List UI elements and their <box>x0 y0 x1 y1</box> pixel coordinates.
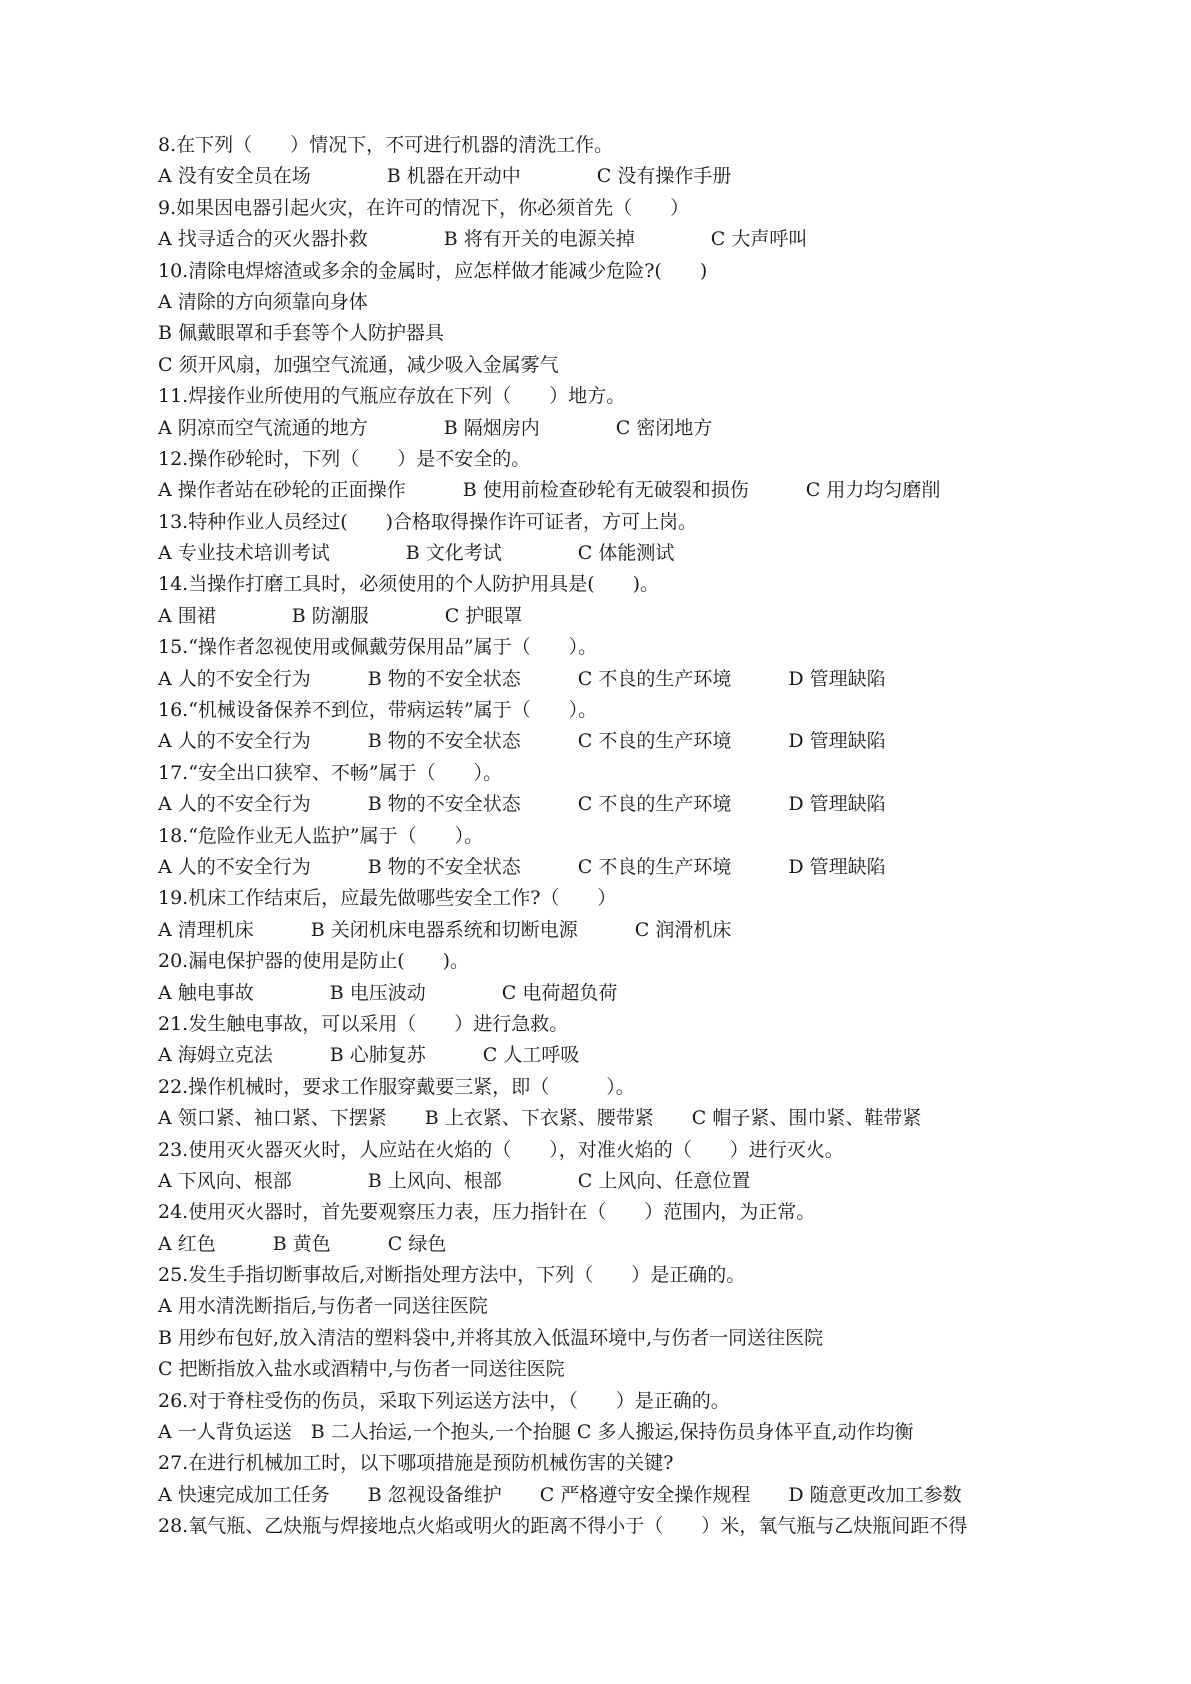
text-line: A 人的不安全行为 B 物的不安全状态 C 不良的生产环境 D 管理缺陷 <box>158 667 886 690</box>
text-line: 19.机床工作结束后，应最先做哪些安全工作?（ ） <box>158 887 617 910</box>
text-line: A 触电事故 B 电压波动 C 电荷超负荷 <box>158 981 618 1004</box>
text-line: 25.发生手指切断事故后,对断指处理方法中，下列（ ）是正确的。 <box>158 1264 746 1287</box>
text-line: A 围裙 B 防潮服 C 护眼罩 <box>158 604 523 627</box>
text-line: A 领口紧、袖口紧、下摆紧 B 上衣紧、下衣紧、腰带紧 C 帽子紧、围巾紧、鞋带紧 <box>158 1107 922 1130</box>
text-line: 17.“安全出口狭窄、不畅”属于（ ）。 <box>158 761 503 784</box>
text-line: 21.发生触电事故，可以采用（ ）进行急救。 <box>158 1012 569 1035</box>
question-list <box>158 130 1138 1543</box>
text-line: 9.如果因电器引起火灾，在许可的情况下，你必须首先（ ） <box>158 196 690 219</box>
text-line: 18.“危险作业无人监护”属于（ ）。 <box>158 824 484 847</box>
text-line: A 一人背负运送 B 二人抬运,一个抱头,一个抬腿 C 多人搬运,保持伤员身体平直,动作均衡 <box>158 1421 914 1444</box>
text-line: C 须开风扇，加强空气流通，减少吸入金属雾气 <box>158 353 559 376</box>
text-line: A 用水清洗断指后,与伤者一同送往医院 <box>158 1295 488 1318</box>
text-line: A 人的不安全行为 B 物的不安全状态 C 不良的生产环境 D 管理缺陷 <box>158 855 886 878</box>
text-line: A 红色 B 黄色 C 绿色 <box>158 1232 447 1255</box>
text-line: A 阴凉而空气流通的地方 B 隔烟房内 C 密闭地方 <box>158 416 713 439</box>
text-line: B 佩戴眼罩和手套等个人防护器具 <box>158 322 445 345</box>
text-line: A 操作者站在砂轮的正面操作 B 使用前检查砂轮有无破裂和损伤 C 用力均匀磨削 <box>158 479 941 502</box>
text-line: C 把断指放入盐水或酒精中,与伤者一同送往医院 <box>158 1358 565 1381</box>
text-line: 10.清除电焊熔渣或多余的金属时，应怎样做才能减少危险?( ) <box>158 259 708 282</box>
text-line: 27.在进行机械加工时，以下哪项措施是预防机械伤害的关键? <box>158 1452 674 1475</box>
text-line: A 海姆立克法 B 心肺复苏 C 人工呼吸 <box>158 1044 580 1067</box>
text-line: 12.操作砂轮时，下列（ ）是不安全的。 <box>158 447 531 470</box>
text-line: 8.在下列（ ）情况下，不可进行机器的清洗工作。 <box>158 134 614 156</box>
text-line: A 没有安全员在场 B 机器在开动中 C 没有操作手册 <box>158 165 732 188</box>
text-line: 14.当操作打磨工具时，必须使用的个人防护用具是( )。 <box>158 573 660 596</box>
text-line: A 下风向、根部 B 上风向、根部 C 上风向、任意位置 <box>158 1169 751 1192</box>
text-line: 22.操作机械时，要求工作服穿戴要三紧，即（ ）。 <box>158 1075 635 1098</box>
text-line: A 清理机床 B 关闭机床电器系统和切断电源 C 润滑机床 <box>158 918 732 941</box>
text-line: A 找寻适合的灭火器扑救 B 将有开关的电源关掉 C 大声呼叫 <box>158 228 808 251</box>
text-line: 28.氧气瓶、乙炔瓶与焊接地点火焰或明火的距离不得小于（ ）米，氧气瓶与乙炔瓶间距不得 <box>158 1515 968 1538</box>
text-line: 23.使用灭火器灭火时，人应站在火焰的（ ），对准火焰的（ ）进行灭火。 <box>158 1138 844 1161</box>
text-line: A 人的不安全行为 B 物的不安全状态 C 不良的生产环境 D 管理缺陷 <box>158 730 886 753</box>
text-line: A 快速完成加工任务 B 忽视设备维护 C 严格遵守安全操作规程 D 随意更改加工参数 <box>158 1483 962 1506</box>
text-line: A 人的不安全行为 B 物的不安全状态 C 不良的生产环境 D 管理缺陷 <box>158 793 886 816</box>
text-line: 15.“操作者忽视使用或佩戴劳保用品”属于（ ）。 <box>158 636 598 659</box>
text-line: A 清除的方向须靠向身体 <box>158 290 368 313</box>
text-line: A 专业技术培训考试 B 文化考试 C 体能测试 <box>158 542 675 565</box>
text-line: 24.使用灭火器时，首先要观察压力表，压力指针在（ ）范围内，为正常。 <box>158 1201 816 1224</box>
text-line: 26.对于脊柱受伤的伤员，采取下列运送方法中，（ ）是正确的。 <box>158 1389 730 1412</box>
text-line: 20.漏电保护器的使用是防止( )。 <box>158 950 470 973</box>
text-line: B 用纱布包好,放入清洁的塑料袋中,并将其放入低温环境中,与伤者一同送往医院 <box>158 1326 824 1349</box>
text-line: 13.特种作业人员经过( )合格取得操作许可证者，方可上岗。 <box>158 510 698 533</box>
text-line: 16.“机械设备保养不到位，带病运转”属于（ ）。 <box>158 699 598 722</box>
text-line: 11.焊接作业所使用的气瓶应存放在下列（ ）地方。 <box>158 385 626 408</box>
